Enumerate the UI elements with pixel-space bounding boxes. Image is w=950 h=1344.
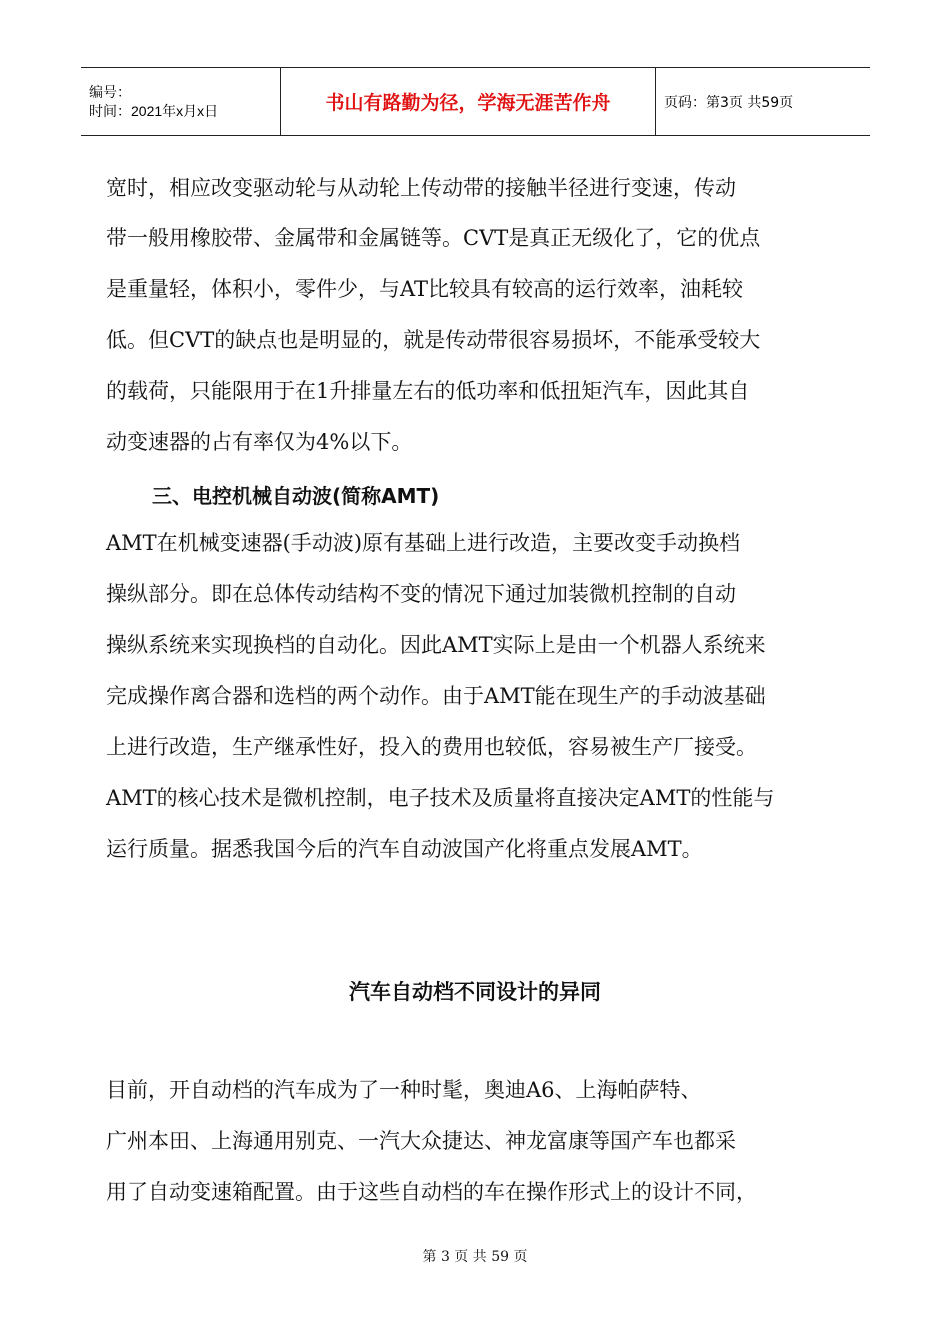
article-title: 汽车自动档不同设计的异同	[349, 980, 601, 1004]
text-line: 动变速器的占有率仅为4%以下。	[106, 430, 413, 454]
text-line: 低。但CVT的缺点也是明显的，就是传动带很容易损坏，不能承受较大	[106, 328, 761, 352]
text-line: 操纵系统来实现换档的自动化。因此AMT实际上是由一个机器人系统来	[106, 633, 766, 657]
time-label: 时间：2021年x月x日	[89, 102, 219, 119]
number-label: 编号：	[89, 83, 131, 100]
text-line: 带一般用橡胶带、金属带和金属链等。CVT是真正无级化了，它的优点	[106, 226, 761, 250]
text-line: AMT的核心技术是微机控制，电子技术及质量将直接决定AMT的性能与	[106, 786, 775, 810]
header-motto-cell	[281, 68, 656, 135]
text-line: 的载荷，只能限用于在1升排量左右的低功率和低扭矩汽车，因此其自	[106, 379, 750, 403]
text-line: 是重量轻，体积小，零件少，与AT比较具有较高的运行效率，油耗较	[106, 277, 744, 301]
text-line: 广州本田、上海通用别克、一汽大众捷达、神龙富康等国产车也都采	[106, 1129, 736, 1153]
text-line: 操纵部分。即在总体传动结构不变的情况下通过加装微机控制的自动	[106, 582, 736, 606]
text-line: 目前，开自动档的汽车成为了一种时髦，奥迪A6、上海帕萨特、	[106, 1078, 702, 1102]
section-heading: 三、电控机械自动波(简称AMT)	[152, 484, 440, 508]
text-line: AMT在机械变速器(手动波)原有基础上进行改造，主要改变手动换档	[106, 531, 741, 555]
header-page-cell	[656, 68, 870, 135]
text-line: 宽时，相应改变驱动轮与从动轮上传动带的接触半径进行变速，传动	[106, 176, 736, 200]
text-line: 完成操作离合器和选档的两个动作。由于AMT能在现生产的手动波基础	[106, 684, 766, 708]
text-line: 运行质量。据悉我国今后的汽车自动波国产化将重点发展AMT。	[106, 837, 703, 861]
header-meta-cell	[81, 68, 281, 135]
motto-text: 书山有路勤为径，学海无涯苦作舟	[325, 92, 611, 114]
text-line: 上进行改造，生产继承性好，投入的费用也较低，容易被生产厂接受。	[106, 735, 757, 759]
page-header	[81, 67, 870, 136]
text-line: 用了自动变速箱配置。由于这些自动档的车在操作形式上的设计不同，	[106, 1180, 757, 1204]
page-footer: 第 3 页 共 59 页	[422, 1249, 528, 1265]
page-info: 页码：第3页 共59页	[664, 94, 794, 111]
